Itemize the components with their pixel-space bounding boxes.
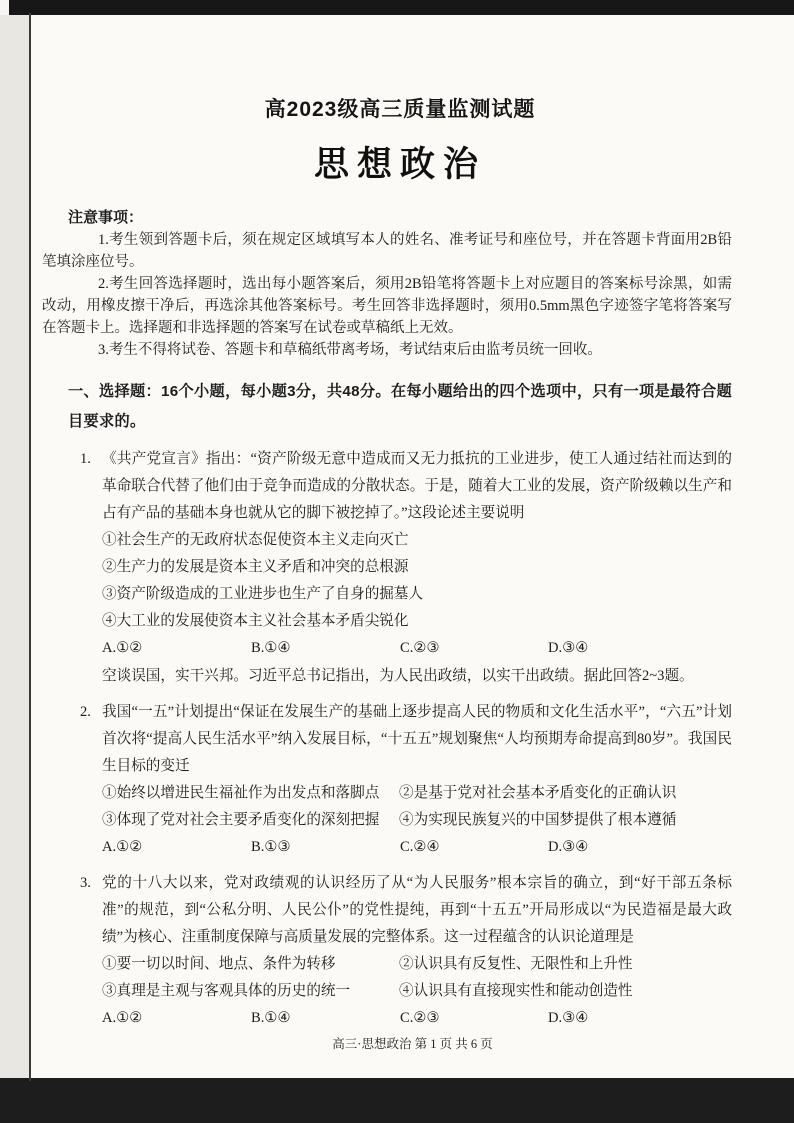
questions-2-3-lead-in: 空谈误国，实干兴邦。习近平总书记指出，为人民出政绩，以实干出政绩。据此回答2~3题。 (102, 668, 694, 684)
question-3-choice-c: C.②③ (400, 1010, 440, 1026)
question-1-stem: 《共产党宣言》指出：“资产阶级无意中造成而又无力抵抗的工业进步，使工人通过结社而达到的革命联合代替了他们由于竞争而造成的分散状态。于是，随着大工业的发展，资产阶级赖以生产和占有产品的基础本身也就从它的脚下被挖掉了。”这段论述主要说明 (102, 451, 732, 521)
question-1-option-4: ④大工业的发展使资本主义社会基本矛盾尖锐化 (102, 613, 409, 629)
notice-item-1: 1.考生领到答题卡后，须在规定区域填写本人的姓名、准考证号和座位号，并在答题卡背面用2B铅笔填涂座位号。 (42, 232, 732, 270)
question-2-choice-b: B.①③ (251, 839, 291, 855)
question-3-choice-b: B.①④ (251, 1010, 291, 1026)
question-2-choices (102, 834, 732, 861)
question-3-option-4: ④认识具有直接现实性和能动创造性 (399, 983, 633, 999)
question-2-choice-a: A.①② (102, 839, 143, 855)
scan-edge-top (0, 0, 794, 15)
question-3-choice-a: A.①② (102, 1010, 143, 1026)
question-3-option-2: ②认识具有反复性、无限性和上升性 (399, 956, 633, 972)
notice-item-3: 3.考生不得将试卷、答题卡和草稿纸带离考场，考试结束后由监考员统一回收。 (98, 342, 602, 358)
question-3-option-3: ③真理是主观与客观具体的历史的统一 (102, 983, 351, 999)
exam-title: 高2023级高三质量监测试题 (264, 98, 536, 121)
scan-edge-bottom (0, 1078, 794, 1123)
scan-left-edge-line (29, 13, 31, 1081)
question-1-option-3: ③资产阶级造成的工业进步也生产了自身的掘墓人 (102, 586, 424, 602)
scan-corner-notch (0, 0, 9, 15)
question-2-option-4: ④为实现民族复兴的中国梦提供了根本遵循 (399, 812, 677, 828)
question-2-choice-c: C.②④ (400, 839, 440, 855)
question-2-option-2: ②是基于党对社会基本矛盾变化的正确认识 (399, 785, 677, 801)
question-2-option-1: ①始终以增进民生福祉作为出发点和落脚点 (102, 785, 380, 801)
question-1-number: 1. (80, 451, 91, 467)
section-one-heading: 一、选择题：16个小题，每小题3分，共48分。在每小题给出的四个选项中，只有一项是最符合题目要求的。 (68, 383, 732, 430)
question-3 (80, 870, 732, 1032)
question-1-choice-a: A.①② (102, 640, 143, 656)
page-footer: 高三·思想政治 第 1 页 共 6 页 (332, 1037, 493, 1051)
question-1-option-2: ②生产力的发展是资本主义矛盾和冲突的总根源 (102, 559, 409, 575)
question-1-options (102, 527, 732, 635)
question-3-options (102, 951, 732, 1005)
question-2-option-3: ③体现了党对社会主要矛盾变化的深刻把握 (102, 812, 380, 828)
subject-title: 思想政治 (313, 145, 486, 184)
question-3-choice-d: D.③④ (548, 1010, 589, 1026)
notice-section (42, 207, 732, 361)
question-1-choice-b: B.①④ (251, 640, 291, 656)
question-2-number: 2. (80, 704, 91, 720)
question-3-option-1: ①要一切以时间、地点、条件为转移 (102, 956, 336, 972)
question-1-body (102, 446, 732, 662)
question-3-body (102, 870, 732, 1032)
question-1-option-1: ①社会生产的无政府状态促使资本主义走向灭亡 (102, 532, 409, 548)
question-1-choice-c: C.②③ (400, 640, 440, 656)
question-1-choice-d: D.③④ (548, 640, 589, 656)
notice-heading: 注意事项： (68, 210, 144, 226)
question-3-stem: 党的十八大以来，党对政绩观的认识经历了从“为人民服务”根本宗旨的确立，到“好干部五条标准”的规范，到“公私分明、人民公仆”的党性提纯，再到“十五五”开局形成以“为民造福是最大政绩”为核心、注重制度保障与高质量发展的完整体系。这一过程蕴含的认识论道理是 (102, 875, 732, 945)
question-2-choice-d: D.③④ (548, 839, 589, 855)
notice-item-2: 2.考生回答选择题时，选出每小题答案后，须用2B铅笔将答题卡上对应题目的答案标号涂黑，如需改动，用橡皮擦干净后，再选涂其他答案标号。考生回答非选择题时，须用0.5mm黑色字迹签字笔将答案写在答题卡上。选择题和非选择题的答案写在试卷或草稿纸上无效。 (42, 276, 732, 336)
question-2 (80, 699, 732, 861)
question-2-body (102, 699, 732, 861)
question-2-options (102, 780, 732, 834)
question-2-stem: 我国“一五”计划提出“保证在发展生产的基础上逐步提高人民的物质和文化生活水平”，“六五”计划首次将“提高人民生活水平”纳入发展目标，“十五五”规划聚焦“人均预期寿命提高到80岁”。我国民生目标的变迁 (102, 704, 732, 774)
question-3-number: 3. (80, 875, 91, 891)
question-1 (80, 446, 732, 662)
exam-paper (31, 15, 794, 1078)
question-3-choices (102, 1005, 732, 1032)
question-1-choices (102, 635, 732, 662)
